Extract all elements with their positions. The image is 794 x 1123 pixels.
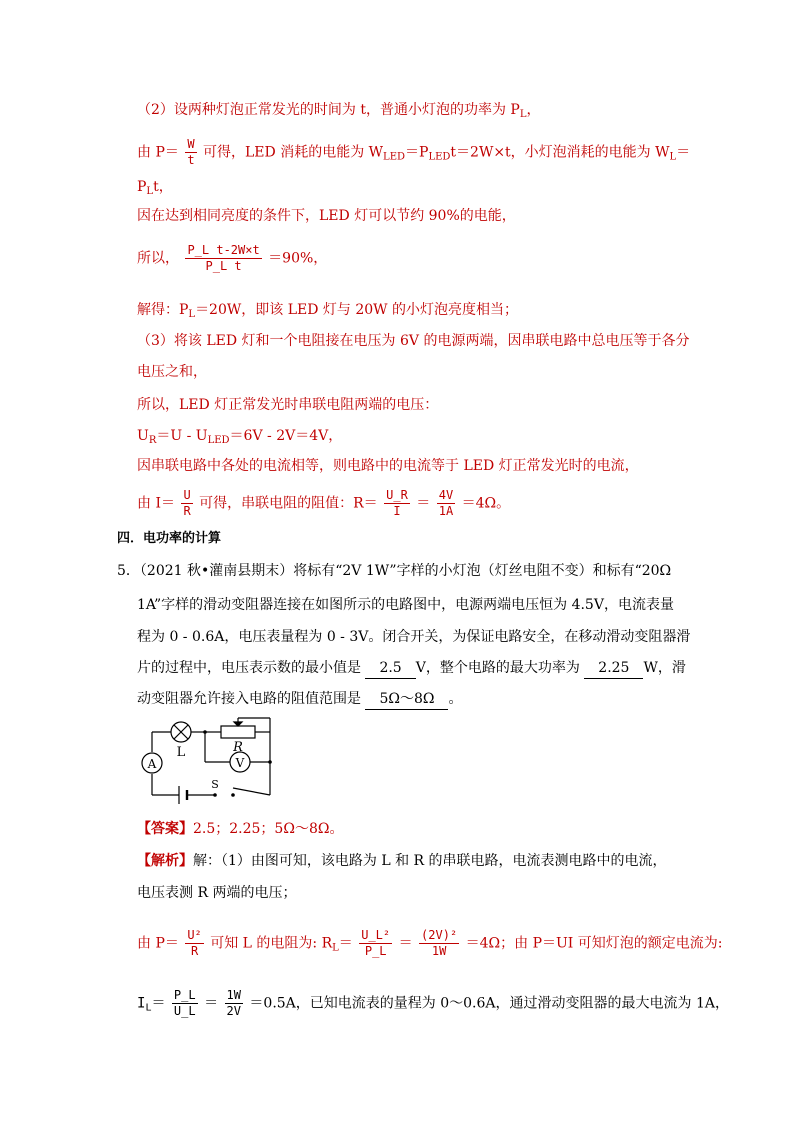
p2-line6: 解得：$P_L=20W$，即该 LED 灯与 20W 的小灯泡亮度相当； <box>137 302 519 320</box>
fraction-4v-over-1a: $\frac{4V}{1A}$ <box>438 488 454 518</box>
rheostat-label: R <box>233 740 243 755</box>
p2-line3: $P_Lt$， <box>137 179 173 197</box>
p2-line5: 所以， $\frac{\text{P\_L t-2W×t}}{\text{P\_L t}}$ ＝90%， <box>137 243 328 273</box>
analysis-tag: 【解析】 <box>137 853 193 869</box>
p3-line1: （3）将该 LED 灯和一个电阻接在电压为 6V 的电源两端，因串联电路中总电压等于各分 <box>137 333 690 349</box>
switch-symbol <box>233 788 270 795</box>
rheostat-symbol <box>221 726 255 738</box>
fraction-1w-over-2v: $\frac{1W}{2V}$ <box>226 988 241 1018</box>
switch-label: S <box>211 778 219 791</box>
fraction-u-over-r: $\frac{U}{R}$ <box>183 488 191 518</box>
junction-dot <box>203 730 207 734</box>
p2-line1 <box>137 100 541 125</box>
voltmeter-label: V <box>235 756 245 770</box>
analysis-line1: 【解析】解：（1）由图可知，该电路为 L 和 R 的串联电路，电流表测电路中的电流， <box>137 853 667 869</box>
fraction-w-over-t: $\frac{W}{t}$ <box>187 137 195 167</box>
answer-text: 2.5；2.25；5Ω～8Ω。 <box>193 821 344 837</box>
fraction-ur-over-i: $\frac{U\_R}{I}$ <box>386 488 408 518</box>
answer-tag: 【答案】 <box>137 821 193 837</box>
answer-line <box>137 819 343 839</box>
p3-line4: $U_R=U - U_{LED}=6V - 2V=4V$， <box>137 428 343 446</box>
analysis-line3: 由 P＝ $\frac{\text{U²}}{R}$ 可知 L 的电阻为: $R_L=$ $\frac{\text{U\_L²}}{P\_L}$ ＝ $\frac{\text{(2V)²}}{1W}$ ＝4Ω；由 P＝UI 可知灯泡的额定电流为: <box>137 928 723 958</box>
p2-text: 由 P＝ <box>137 144 179 161</box>
lamp-label: L <box>176 745 186 760</box>
fraction-2v2-over-1w: $\frac{\text{(2V)²}}{1W}$ <box>421 928 458 958</box>
answer-blank-1: 2.5 <box>365 658 415 679</box>
q5-line5: 动变阻器允许接入电路的阻值范围是 5Ω～8Ω 。 <box>137 689 462 710</box>
p3-line2: 电压之和， <box>137 364 207 380</box>
section-heading: 四．电功率的计算 <box>117 531 222 546</box>
p2-line2: 由 P＝ $\frac{W}{t}$ 可得，LED 消耗的电能为 $W_{LED}=P_{LED}t=2W\times t$，小灯泡消耗的电能为 $W_L=$ <box>137 137 691 167</box>
fraction-ul2-over-pl: $\frac{\text{U\_L²}}{P\_L}$ <box>361 928 391 958</box>
q5-line2: 1A”字样的滑动变阻器连接在如图所示的电路图中，电源两端电压恒为 4.5V，电流表量 <box>137 597 674 613</box>
p2-text: （2）设两种灯泡正常发光的时间为 t，普通小灯泡的功率为 P <box>137 102 520 118</box>
p2-text: ， <box>526 102 541 118</box>
answer-blank-2: 2.25 <box>584 658 643 679</box>
circuit-diagram <box>135 712 280 804</box>
answer-blank-3: 5Ω～8Ω <box>365 689 448 710</box>
analysis-line2: 电压表测 R 两端的电压； <box>137 885 297 901</box>
p3-line5: 因串联电路中各处的电流相等，则电路中的电流等于 LED 灯正常发光时的电流， <box>137 458 639 474</box>
fraction-u2-over-r: $\frac{\text{U²}}{R}$ <box>187 928 202 958</box>
switch-contact <box>213 793 217 797</box>
q5-line4: 片的过程中，电压表示数的最小值是 2.5 V，整个电路的最大功率为 2.25 W，滑 <box>137 658 686 679</box>
fraction-pl-over-ul: $\frac{P\_L}{U\_L}$ <box>173 988 196 1018</box>
switch-contact <box>231 793 235 797</box>
ammeter-label: A <box>147 757 157 771</box>
p2-line4: 因在达到相同亮度的条件下，LED 灯可以节约 90%的电能， <box>137 208 516 224</box>
junction-dot <box>268 760 272 764</box>
q5-line1: 5．（2021 秋•灌南县期末）将标有“2V 1W”字样的小灯泡（灯丝电阻不变）和标有“20Ω <box>117 563 672 579</box>
p3-line3: 所以，LED 灯正常发光时串联电阻两端的电压： <box>137 397 439 413</box>
subscript: L <box>519 109 527 120</box>
analysis-line4: $I_L=$ $\frac{P\_L}{U\_L}$ ＝ $\frac{1W}{2V}$ ＝0.5A，已知电流表的量程为 0～0.6A，通过滑动变阻器的最大电流为 1A， <box>137 988 729 1018</box>
p3-line6: 由 I＝ $\frac{U}{R}$ 可得，串联电阻的阻值：R＝ $\frac{U\_R}{I}$ ＝ $\frac{4V}{1A}$ ＝4Ω。 <box>137 488 511 518</box>
fraction-savings: $\frac{\text{P\_L t-2W×t}}{\text{P\_L t}}$ <box>187 243 260 273</box>
q5-line3: 程为 0 - 0.6A，电压表量程为 0 - 3V。闭合开关，为保证电路安全，在移动滑动变阻器滑 <box>137 629 691 645</box>
